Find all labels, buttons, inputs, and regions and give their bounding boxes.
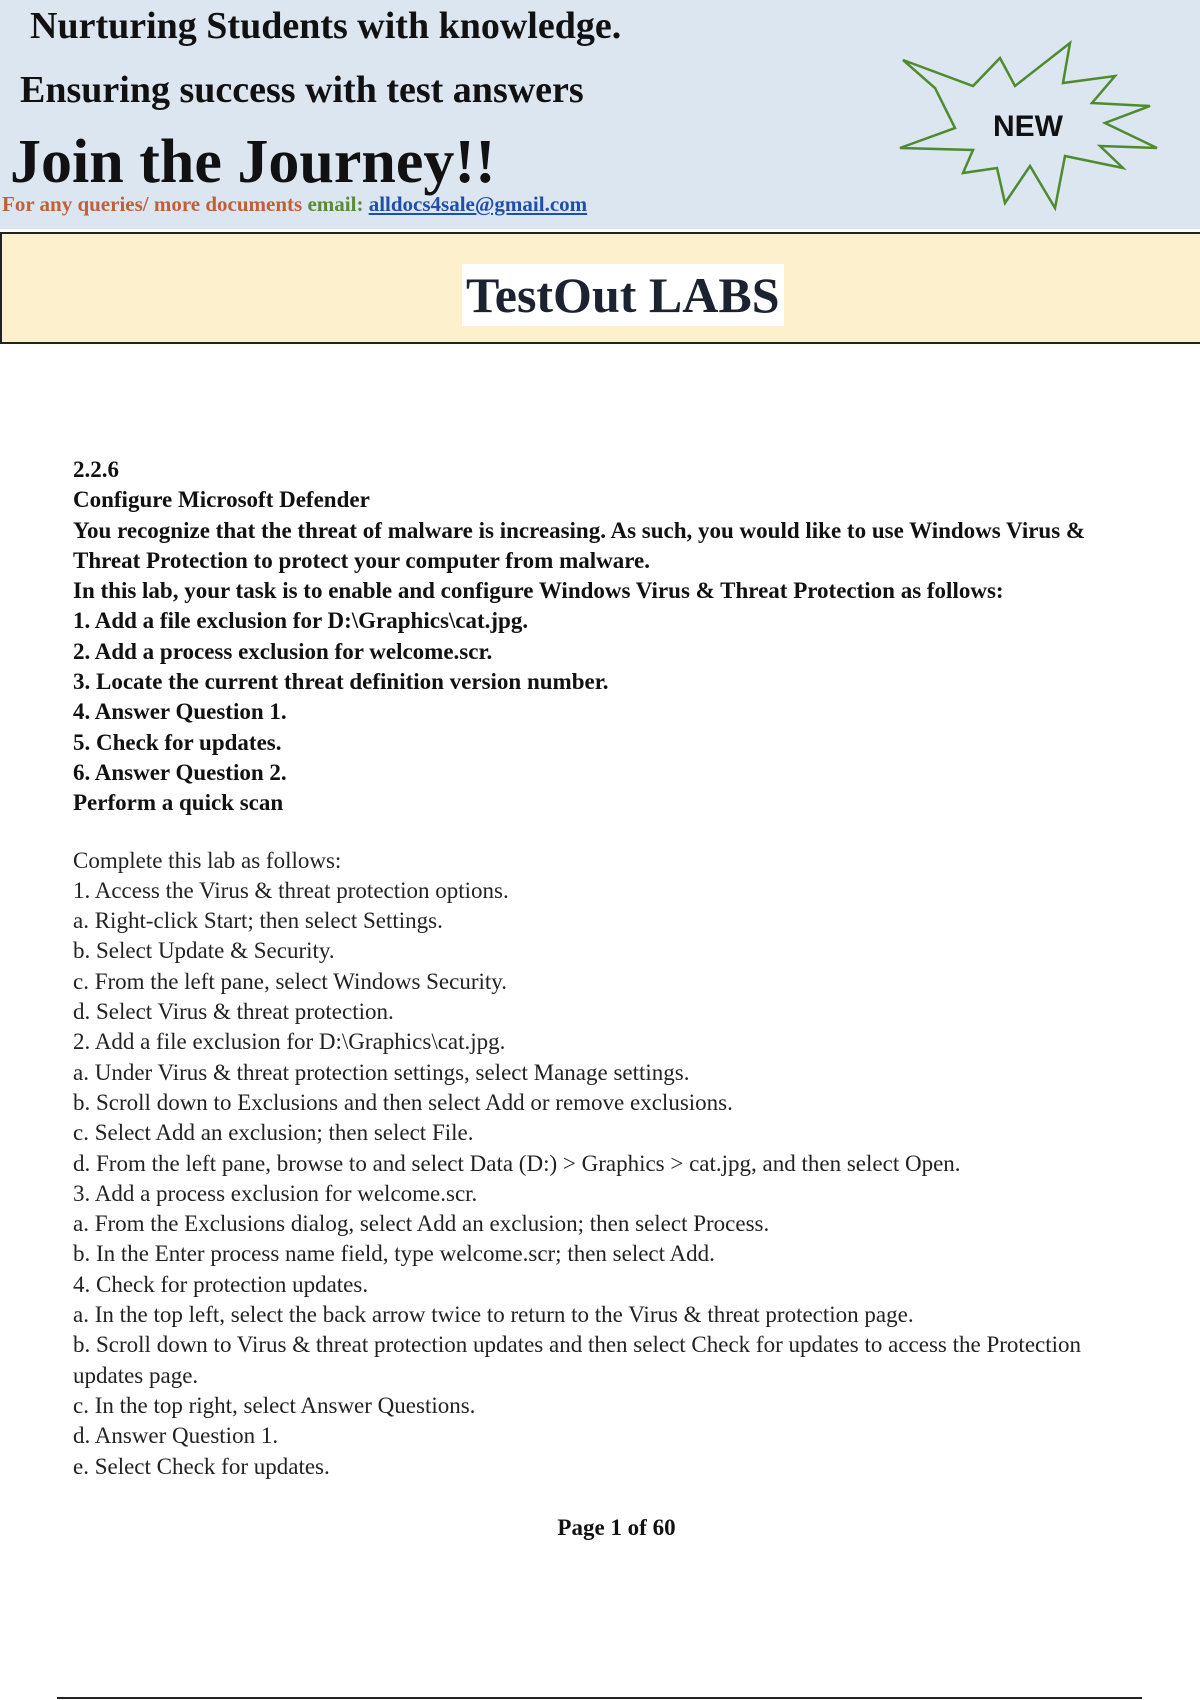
contact-prefix: For any queries/ more documents xyxy=(2,192,303,216)
contact-line xyxy=(2,192,587,217)
intro-line: Threat Protection to protect your computer from malware. xyxy=(73,547,650,573)
step-line: b. In the Enter process name field, type welcome.scr; then select Add. xyxy=(73,1241,715,1267)
step-line: 2. Add a file exclusion for D:\Graphics\cat.jpg. xyxy=(73,1029,506,1055)
lab-title: Configure Microsoft Defender xyxy=(73,487,370,513)
banner-title: TestOut LABS xyxy=(462,264,784,326)
step-line: c. From the left pane, select Windows Security. xyxy=(73,968,508,994)
lab-steps xyxy=(73,846,1153,1482)
task-item: 1. Add a file exclusion for D:\Graphics\cat.jpg. xyxy=(73,608,529,634)
step-line: a. In the top left, select the back arrow twice to return to the Virus & threat protection page. xyxy=(73,1302,914,1328)
tagline-success: Ensuring success with test answers xyxy=(20,69,584,111)
step-line: updates page. xyxy=(73,1362,199,1388)
intro-line: In this lab, your task is to enable and configure Windows Virus & Threat Protection as follows: xyxy=(73,578,1004,604)
step-line: 3. Add a process exclusion for welcome.scr. xyxy=(73,1180,478,1206)
step-line: 1. Access the Virus & threat protection options. xyxy=(73,877,509,903)
contact-email-label: email: xyxy=(307,192,364,216)
step-line: d. Select Virus & threat protection. xyxy=(73,999,394,1025)
task-item: 6. Answer Question 2. xyxy=(73,759,287,785)
promo-header xyxy=(0,0,1200,229)
task-item: Perform a quick scan xyxy=(73,790,284,816)
contact-email-link[interactable]: alldocs4sale@gmail.com xyxy=(368,192,588,216)
new-starburst-icon xyxy=(895,38,1165,228)
step-line: b. Select Update & Security. xyxy=(73,938,335,964)
footer-divider xyxy=(57,1697,1142,1699)
tagline-knowledge: Nurturing Students with knowledge. xyxy=(30,5,622,47)
step-line: c. In the top right, select Answer Questions. xyxy=(73,1392,476,1418)
page-number: Page 1 of 60 xyxy=(557,1515,676,1540)
step-line: Complete this lab as follows: xyxy=(73,847,342,873)
step-line: a. Right-click Start; then select Settings. xyxy=(73,908,443,934)
task-item: 2. Add a process exclusion for welcome.scr. xyxy=(73,638,493,664)
task-item: 4. Answer Question 1. xyxy=(73,699,287,725)
lab-number: 2.2.6 xyxy=(73,457,119,482)
intro-line: You recognize that the threat of malware is increasing. As such, you would like to use Windows Virus & xyxy=(73,517,1086,543)
new-badge-label: NEW xyxy=(993,110,1063,143)
step-line: d. From the left pane, browse to and select Data (D:) > Graphics > cat.jpg, and then select Open. xyxy=(73,1150,961,1176)
step-line: 4. Check for protection updates. xyxy=(73,1271,369,1297)
step-line: a. From the Exclusions dialog, select Add an exclusion; then select Process. xyxy=(73,1211,770,1237)
lab-instructions xyxy=(73,455,1153,819)
step-line: d. Answer Question 1. xyxy=(73,1423,279,1449)
lab-content xyxy=(73,455,1153,1482)
step-line: b. Scroll down to Exclusions and then select Add or remove exclusions. xyxy=(73,1089,733,1115)
task-item: 5. Check for updates. xyxy=(73,729,282,755)
step-line: c. Select Add an exclusion; then select File. xyxy=(73,1120,474,1146)
step-line: b. Scroll down to Virus & threat protection updates and then select Check for updates to access the Protection xyxy=(73,1332,1082,1358)
join-journey-heading: Join the Journey!! xyxy=(10,128,496,196)
step-line: e. Select Check for updates. xyxy=(73,1453,330,1479)
step-line: a. Under Virus & threat protection settings, select Manage settings. xyxy=(73,1059,690,1085)
task-item: 3. Locate the current threat definition version number. xyxy=(73,669,609,695)
